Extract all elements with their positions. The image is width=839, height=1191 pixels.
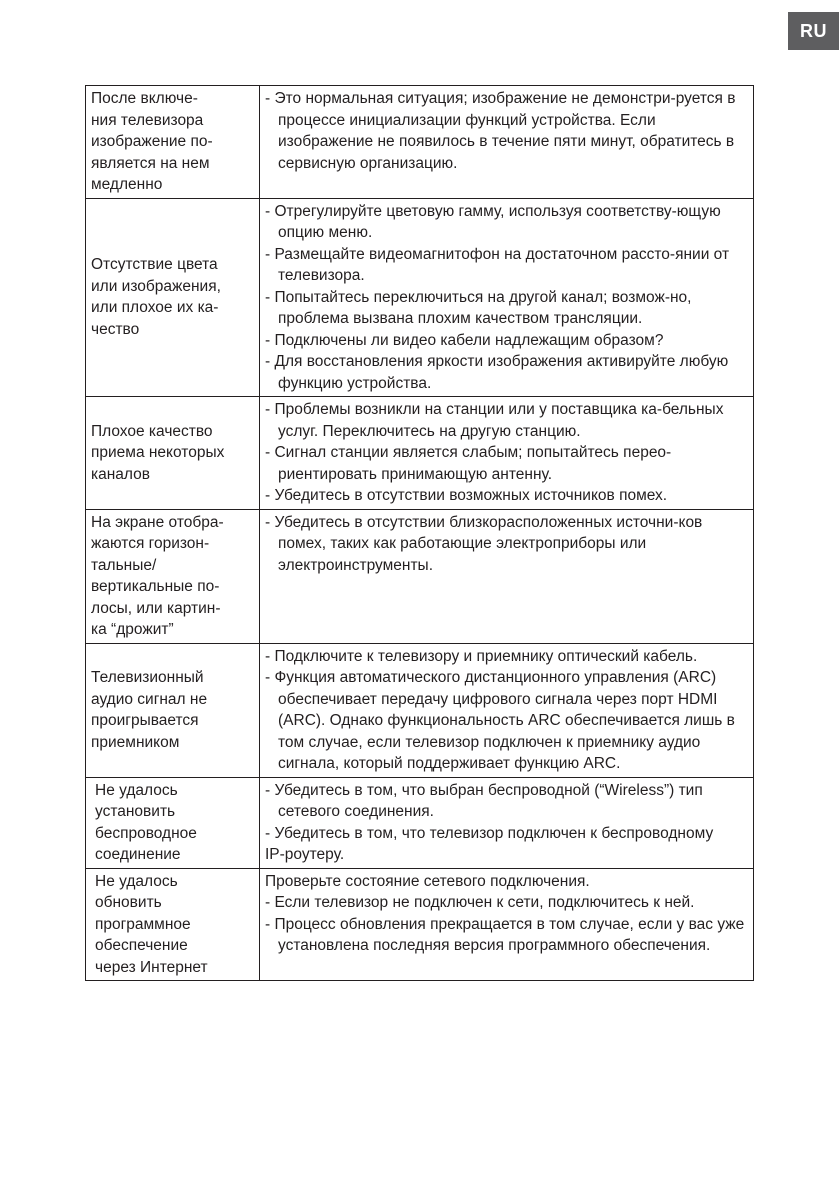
solution-item: - Размещайте видеомагнитофон на достаточном рассто-янии от телевизора. xyxy=(265,245,730,284)
solution-item: - Сигнал станции является слабым; попытайтесь перео-риентировать принимающую антенну. xyxy=(265,444,672,483)
solution-cell xyxy=(260,868,754,981)
solution-item: - Для восстановления яркости изображения активируйте любую функцию устройства. xyxy=(265,353,729,392)
solution-item: - Если телевизор не подключен к сети, подключитесь к ней. xyxy=(265,894,695,911)
solution-item: - Убедитесь в отсутствии возможных источников помех. xyxy=(265,487,668,504)
solution-item: - Убедитесь в отсутствии близкорасположенных источни-ков помех, таких как работающие электроприборы или электроинструменты. xyxy=(265,513,703,574)
solution-item: - Функция автоматического дистанционного управления (ARC) обеспечивает передачу цифрового сигнала через порт HDMI (ARC). Однако функциональность ARC обеспечивается лишь в том случае, если телевизор подключен к приемнику аудио сигнала, который поддерживает функцию ARC. xyxy=(265,669,735,772)
solution-item: - Убедитесь в том, что выбран беспроводной (“Wireless”) тип сетевого соединения. xyxy=(265,781,703,820)
solution-item: Проверьте состояние сетевого подключения. xyxy=(265,872,590,890)
problem-cell xyxy=(86,777,260,868)
problem-text: Не удалось обновить программное обеспечение через Интернет xyxy=(95,872,208,976)
solution-cell xyxy=(260,777,754,868)
troubleshooting-table xyxy=(85,85,754,981)
solution-cell xyxy=(260,86,754,199)
problem-text: После включе- ния телевизора изображение по- является на нем медленно xyxy=(91,90,213,193)
table-row xyxy=(86,86,754,199)
problem-cell xyxy=(86,198,260,397)
problem-text: Не удалось установить беспроводное соединение xyxy=(95,781,197,863)
solution-item: - Подключите к телевизору и приемнику оптический кабель. xyxy=(265,647,698,665)
problem-cell xyxy=(86,397,260,510)
problem-text: Отсутствие цвета или изображения, или плохое их ка- чество xyxy=(91,256,221,338)
solution-item: - Убедитесь в том, что телевизор подключен к беспроводному IP-роутеру. xyxy=(265,824,714,863)
solution-cell xyxy=(260,509,754,643)
table-row xyxy=(86,397,754,510)
solution-cell xyxy=(260,198,754,397)
problem-cell xyxy=(86,86,260,199)
table-row xyxy=(86,198,754,397)
solution-item: - Процесс обновления прекращается в том случае, если у вас уже установлена последняя версия программного обеспечения. xyxy=(265,915,745,954)
problem-cell xyxy=(86,643,260,777)
table-row xyxy=(86,777,754,868)
solution-item: - Попытайтесь переключиться на другой канал; возмож-но, проблема вызвана плохим качеством трансляции. xyxy=(265,288,692,327)
solution-item: - Отрегулируйте цветовую гамму, используя соответству-ющую опцию меню. xyxy=(265,202,721,241)
problem-text: Плохое качество приема некоторых каналов xyxy=(91,422,225,483)
problem-text: На экране отобра- жаются горизон- тальные/ вертикальные по- лосы, или картин- ка “дрожит” xyxy=(91,513,224,638)
problem-text: Телевизионный аудио сигнал не проигрывается приемником xyxy=(91,669,208,751)
table-row xyxy=(86,509,754,643)
problem-cell xyxy=(86,868,260,981)
language-tab: RU xyxy=(788,12,839,50)
solution-item: - Подключены ли видео кабели надлежащим образом? xyxy=(265,331,664,349)
solution-item: - Проблемы возникли на станции или у поставщика ка-бельных услуг. Переключитесь на другую станцию. xyxy=(265,401,724,440)
table-row xyxy=(86,868,754,981)
table-row xyxy=(86,643,754,777)
solution-cell xyxy=(260,397,754,510)
solution-cell xyxy=(260,643,754,777)
problem-cell xyxy=(86,509,260,643)
solution-item: - Это нормальная ситуация; изображение не демонстри-руется в процессе инициализации функций устройства. Если изображение не появилось в течение пяти минут, обратитесь в сервисную организацию. xyxy=(265,90,736,172)
